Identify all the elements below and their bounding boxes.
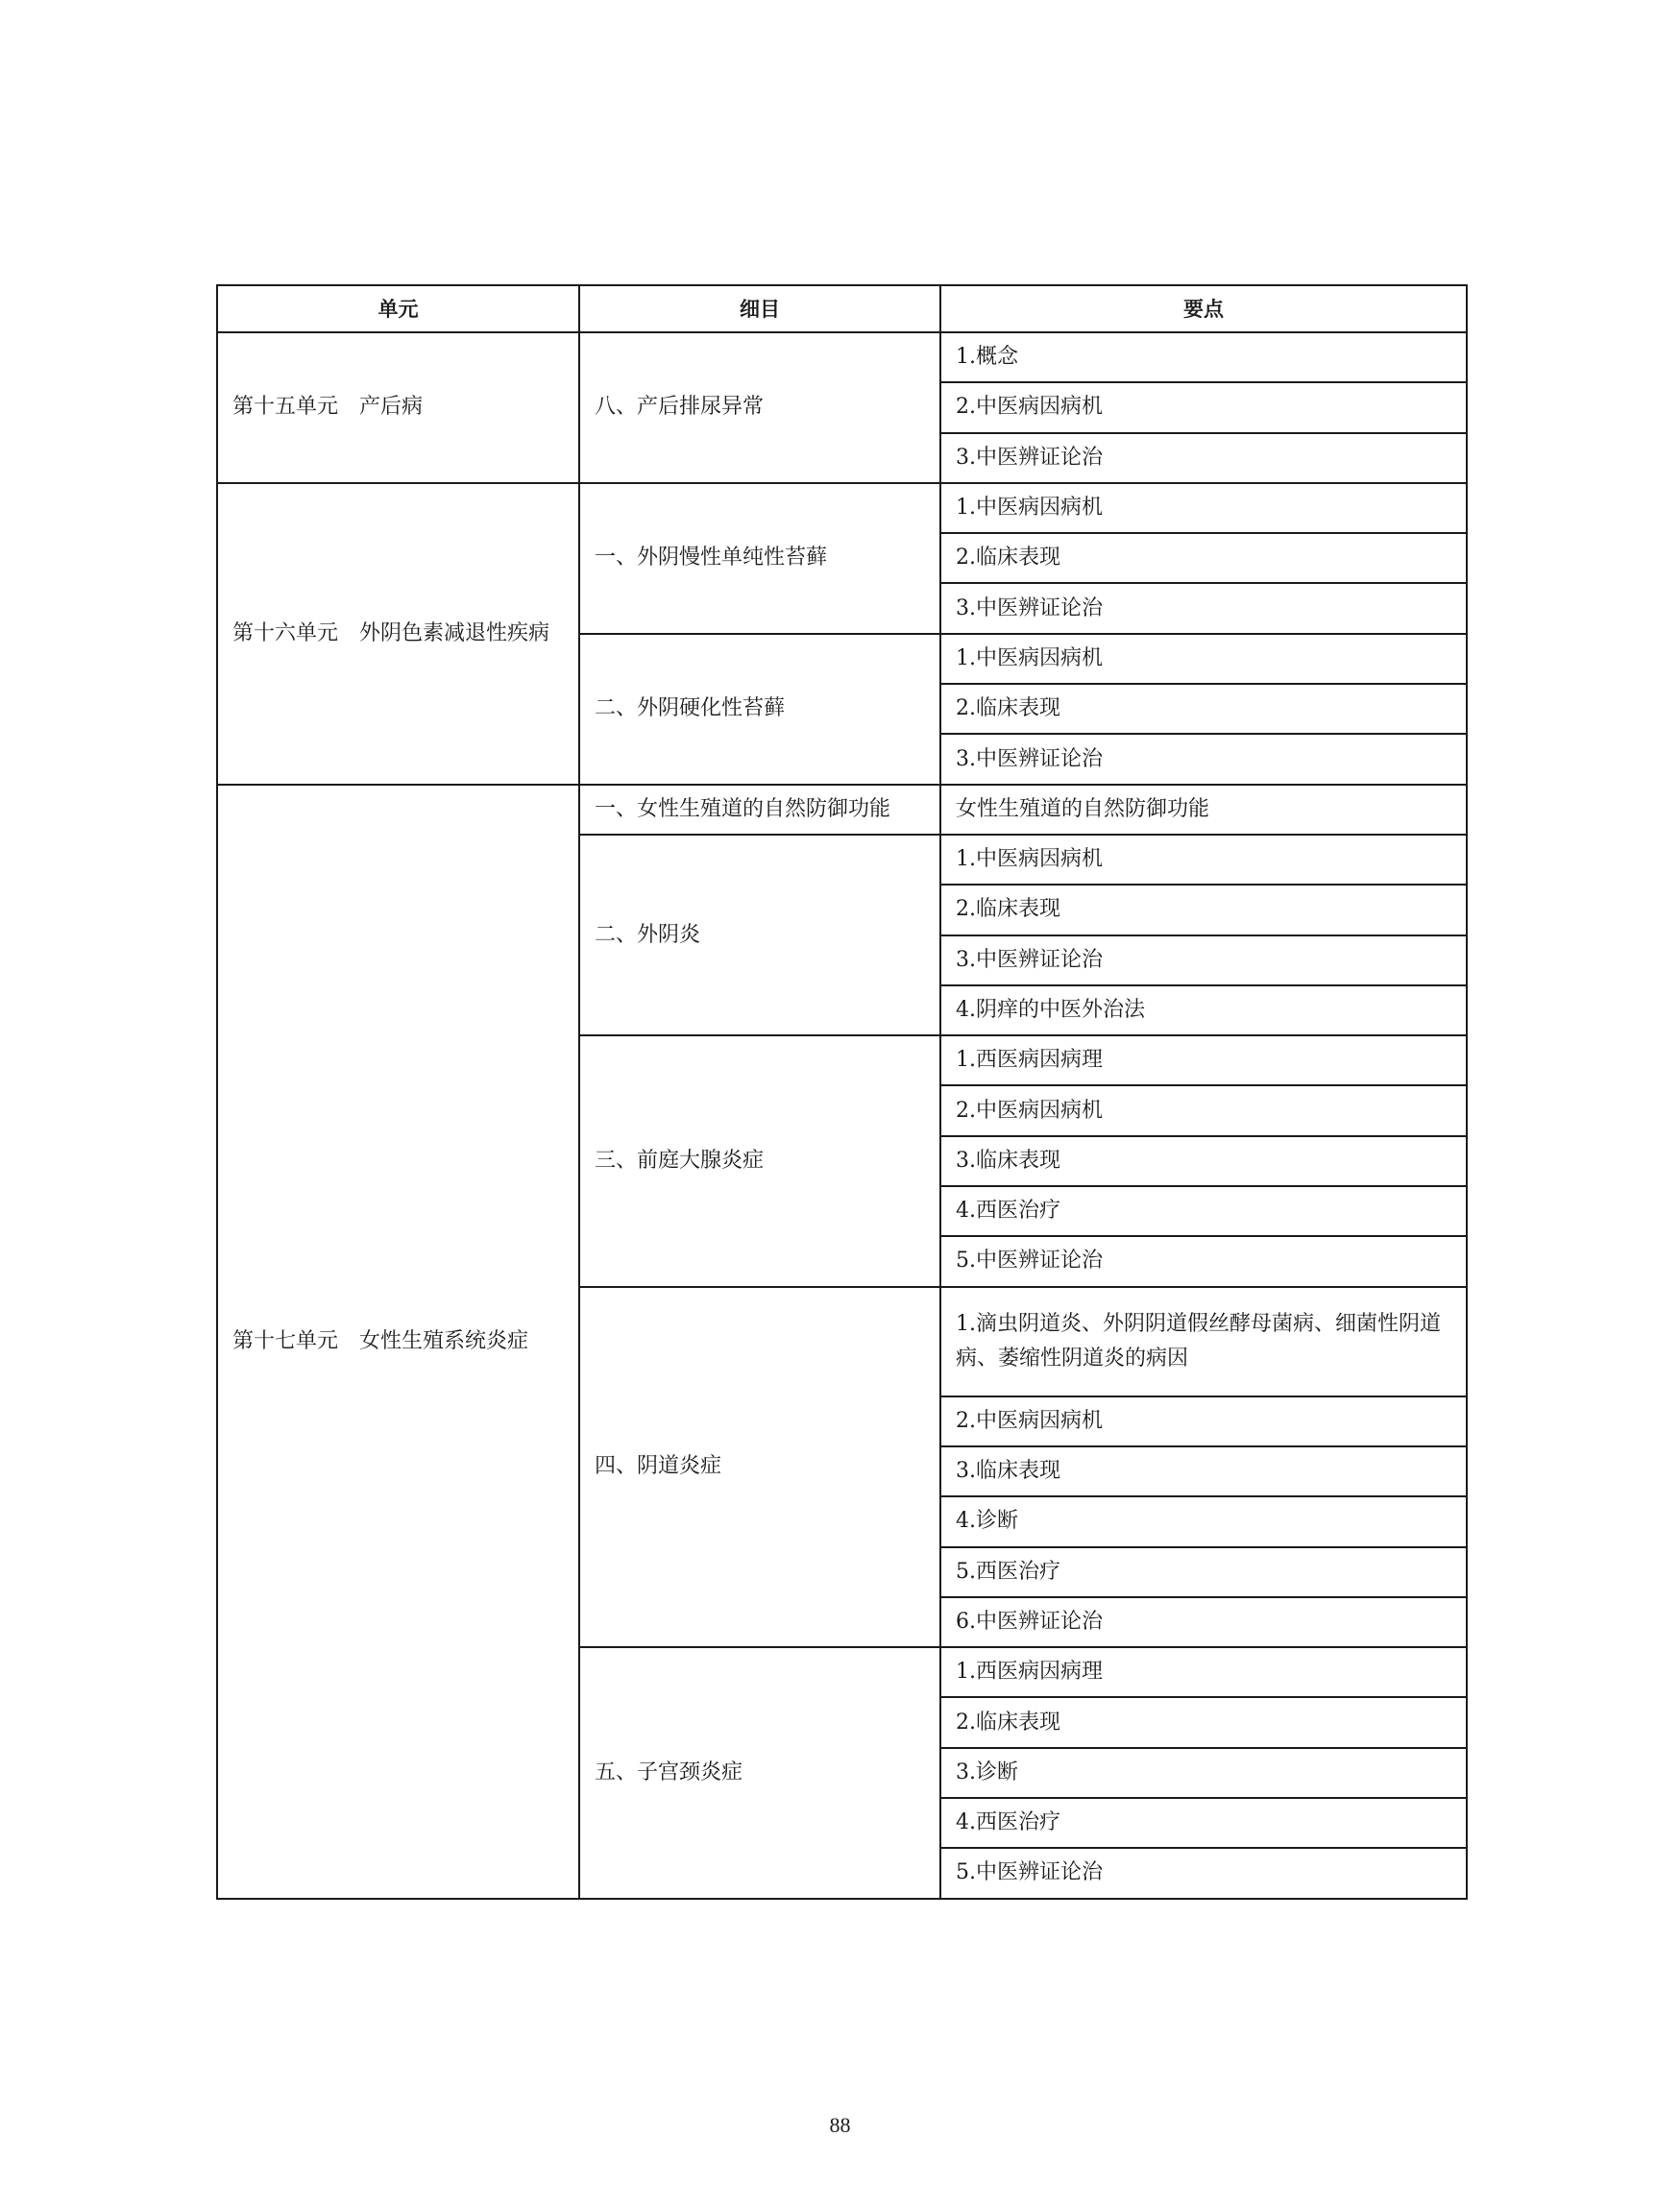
syllabus-table (216, 284, 1468, 1900)
point-cell: 4.西医治疗 (940, 1186, 1467, 1236)
item-cell: 四、阴道炎症 (579, 1287, 940, 1647)
unit-cell: 第十五单元 产后病 (217, 332, 579, 483)
point-cell: 1.中医病因病机 (940, 483, 1467, 533)
table-row (217, 483, 1467, 533)
point-cell: 2.中医病因病机 (940, 1396, 1467, 1446)
header-unit: 单元 (217, 285, 579, 332)
table-row (217, 785, 1467, 835)
point-cell: 5.中医辨证论治 (940, 1848, 1467, 1898)
point-cell: 4.诊断 (940, 1496, 1467, 1546)
unit-cell: 第十六单元 外阴色素减退性疾病 (217, 483, 579, 785)
point-cell: 女性生殖道的自然防御功能 (940, 785, 1467, 835)
point-cell: 1.滴虫阴道炎、外阴阴道假丝酵母菌病、细菌性阴道病、萎缩性阴道炎的病因 (940, 1287, 1467, 1396)
point-cell: 2.中医病因病机 (940, 382, 1467, 432)
point-cell: 4.西医治疗 (940, 1798, 1467, 1848)
header-item: 细目 (579, 285, 940, 332)
point-cell: 4.阴痒的中医外治法 (940, 985, 1467, 1035)
point-cell: 2.中医病因病机 (940, 1085, 1467, 1135)
point-cell: 3.诊断 (940, 1748, 1467, 1798)
point-cell: 1.中医病因病机 (940, 634, 1467, 684)
item-cell: 三、前庭大腺炎症 (579, 1035, 940, 1286)
point-cell: 3.中医辨证论治 (940, 433, 1467, 483)
point-cell: 5.西医治疗 (940, 1547, 1467, 1597)
point-cell: 2.临床表现 (940, 885, 1467, 935)
point-cell: 1.西医病因病理 (940, 1647, 1467, 1697)
point-cell: 2.临床表现 (940, 533, 1467, 583)
point-cell: 2.临床表现 (940, 684, 1467, 734)
item-cell: 一、外阴慢性单纯性苔藓 (579, 483, 940, 634)
item-cell: 二、外阴炎 (579, 835, 940, 1035)
item-cell: 五、子宫颈炎症 (579, 1647, 940, 1898)
unit-cell: 第十七单元 女性生殖系统炎症 (217, 785, 579, 1899)
page-number: 88 (829, 2113, 851, 2137)
header-points: 要点 (940, 285, 1467, 332)
point-cell: 1.概念 (940, 332, 1467, 382)
point-cell: 3.中医辨证论治 (940, 734, 1467, 784)
point-cell: 3.中医辨证论治 (940, 583, 1467, 633)
item-cell: 二、外阴硬化性苔藓 (579, 634, 940, 785)
point-cell: 6.中医辨证论治 (940, 1597, 1467, 1647)
table-header-row (217, 285, 1467, 332)
point-cell: 3.中医辨证论治 (940, 935, 1467, 985)
point-cell: 2.临床表现 (940, 1697, 1467, 1747)
point-cell: 1.西医病因病理 (940, 1035, 1467, 1085)
item-cell: 一、女性生殖道的自然防御功能 (579, 785, 940, 835)
point-cell: 1.中医病因病机 (940, 835, 1467, 885)
table-row (217, 332, 1467, 382)
point-cell: 3.临床表现 (940, 1446, 1467, 1496)
point-cell: 5.中医辨证论治 (940, 1236, 1467, 1286)
item-cell: 八、产后排尿异常 (579, 332, 940, 483)
point-cell: 3.临床表现 (940, 1136, 1467, 1186)
